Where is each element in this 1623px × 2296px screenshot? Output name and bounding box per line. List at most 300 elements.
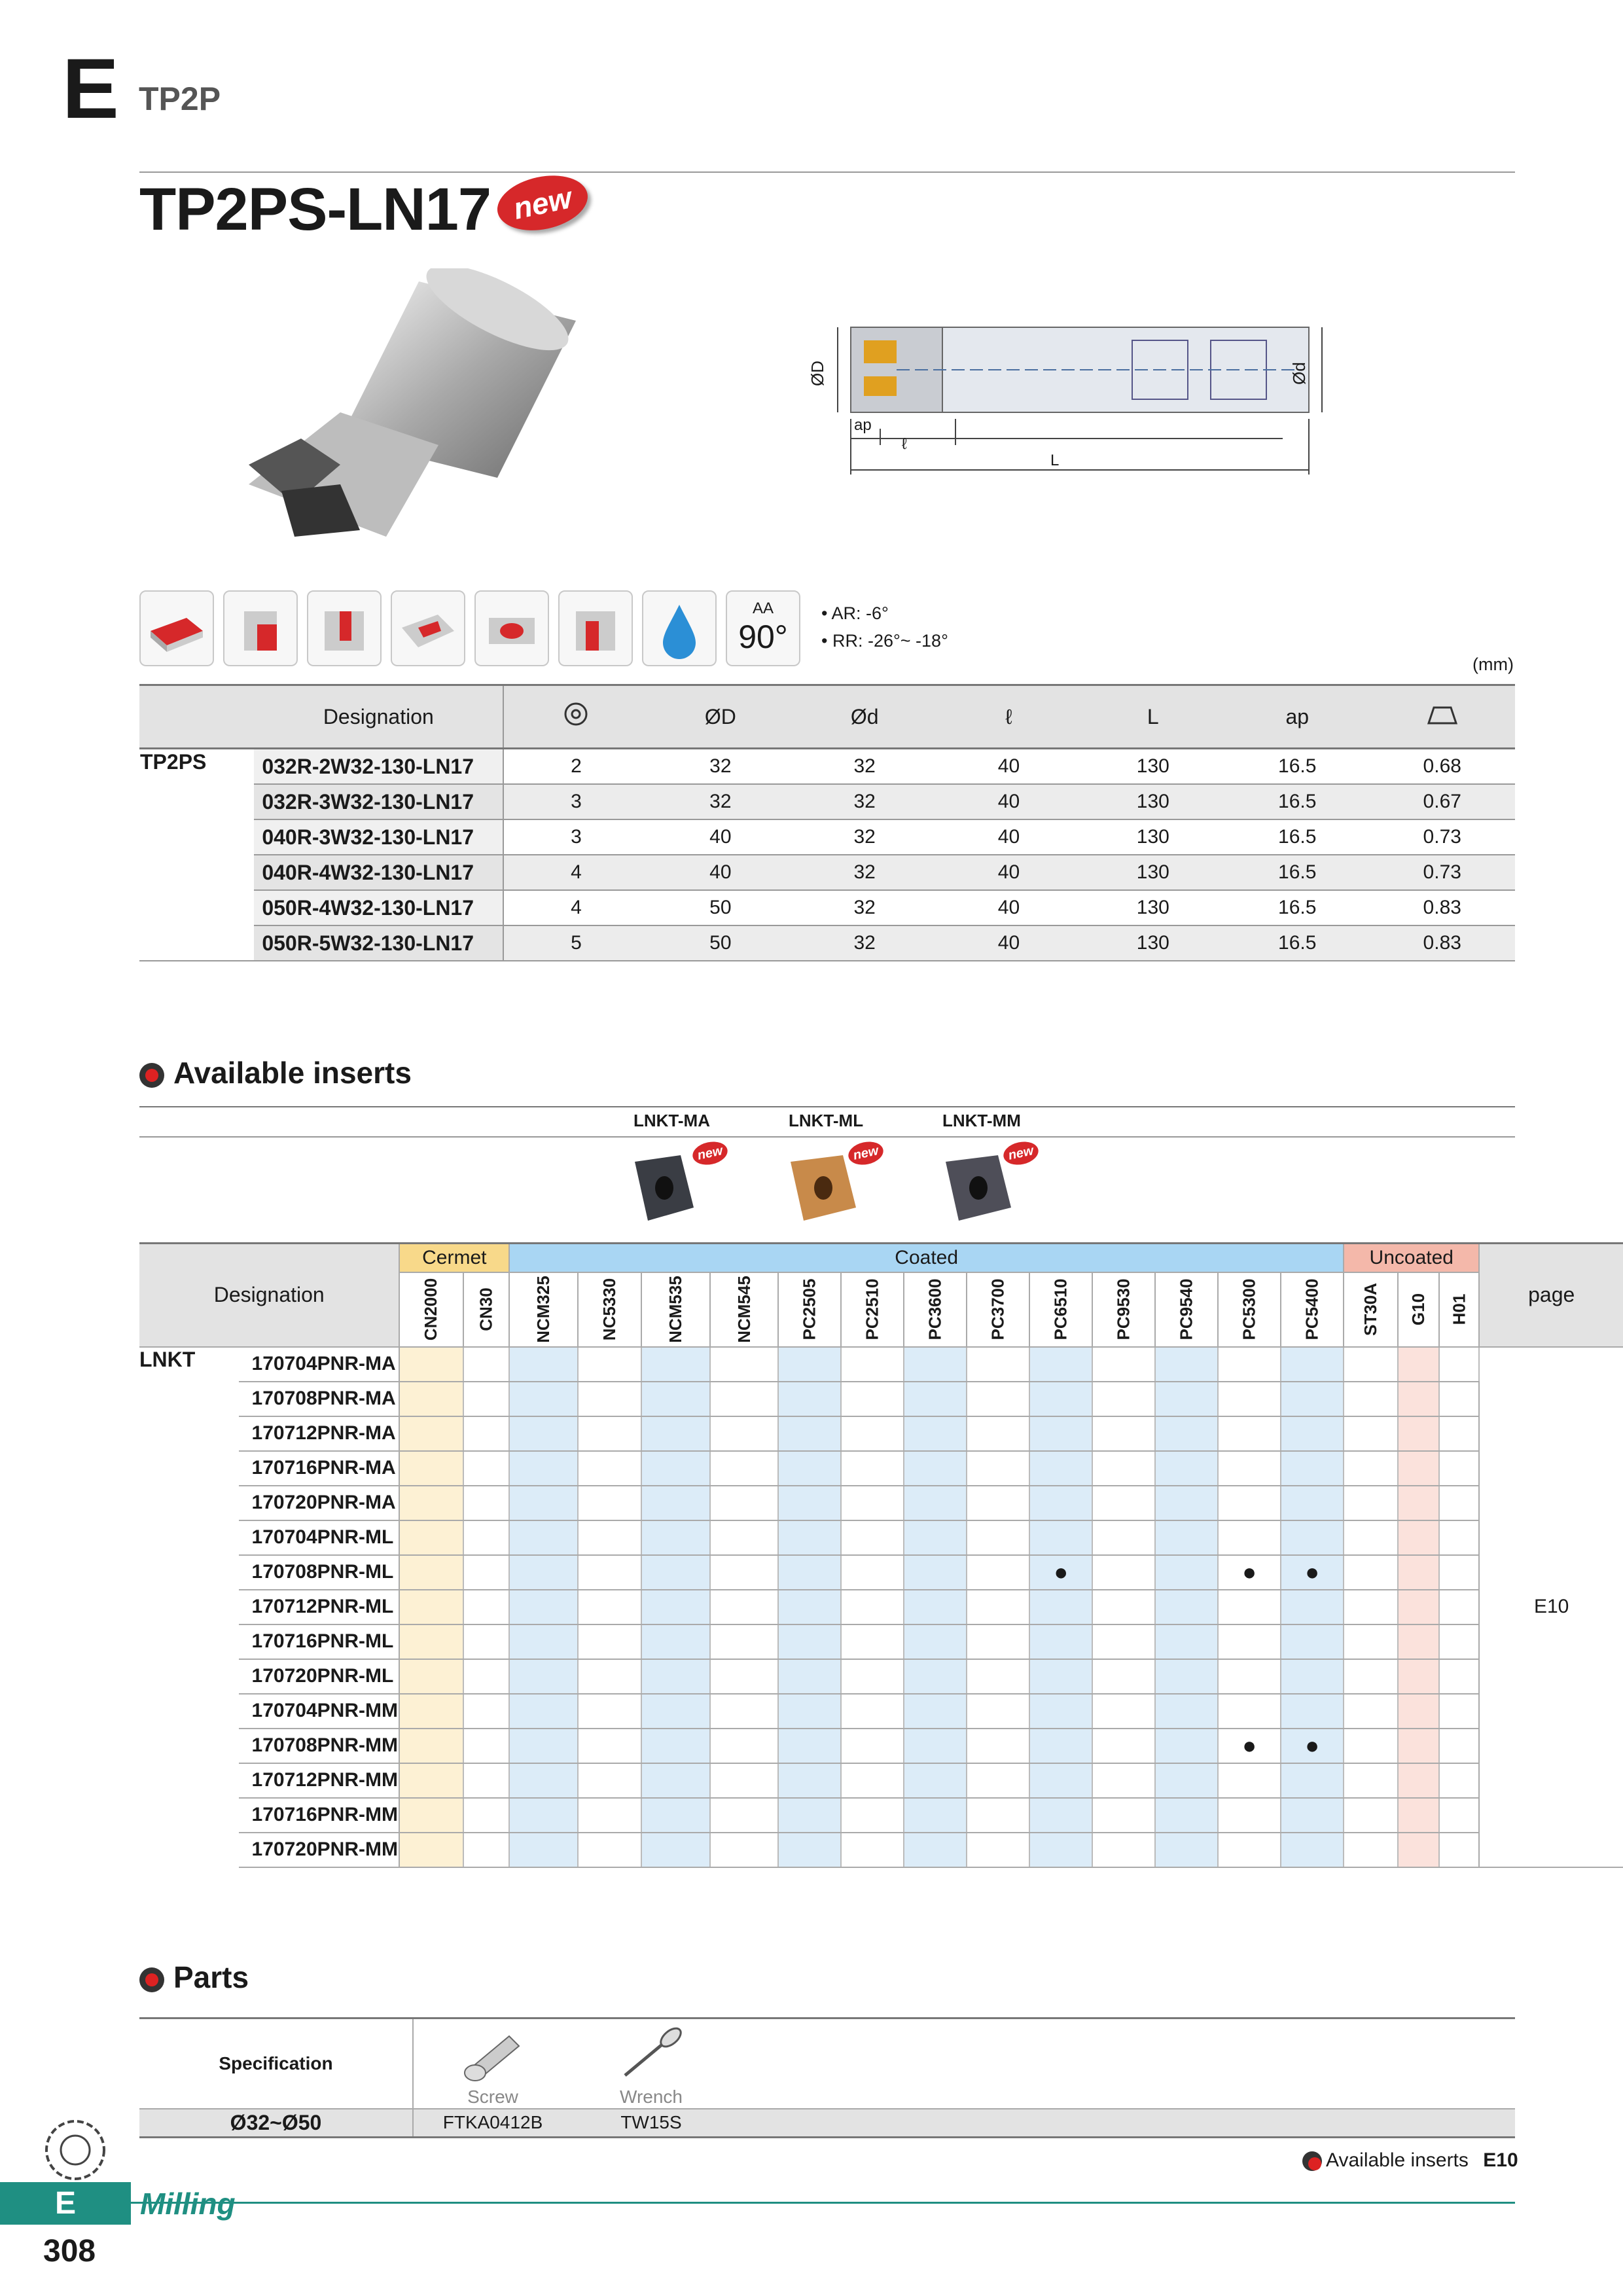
table-row [139,1833,1623,1867]
availability-cell [1439,1798,1480,1833]
availability-cell [841,1347,904,1382]
availability-cell [399,1382,463,1416]
availability-cell [509,1555,578,1590]
insert-series-cell [139,1659,239,1694]
tool-photo [223,268,589,556]
section-name: TP2P [139,81,221,117]
availability-cell [1155,1729,1218,1763]
availability-cell [1398,1555,1439,1590]
grade-header [641,1272,710,1347]
availability-cell [509,1659,578,1694]
availability-cell [710,1694,779,1729]
coolant-icon [642,590,717,666]
new-badge-ml: new [846,1139,885,1168]
availability-cell [399,1451,463,1486]
table-row [139,819,1515,855]
parts-spacer-2 [730,2109,1515,2138]
availability-cell [1281,1659,1344,1694]
availability-cell [641,1347,710,1382]
cell-l: 40 [936,819,1080,855]
dim-smalld: Ød [1289,362,1309,385]
availability-cell [967,1763,1029,1798]
table-row [139,784,1515,819]
screw-label: Screw [467,2086,518,2107]
availability-cell [463,1347,509,1382]
cermet-group-header: Cermet [399,1244,509,1272]
grade-label: PC9530 [1113,1278,1133,1340]
cell-D: 50 [649,925,793,961]
grade-header [1218,1272,1281,1347]
availability-cell [1155,1520,1218,1555]
availability-cell [641,1486,710,1520]
availability-cell [399,1590,463,1624]
section-bullet-icon [139,1063,164,1088]
section-letter: E [62,41,119,136]
cell-designation: 032R-2W32-130-LN17 [254,749,503,785]
availability-cell [641,1798,710,1833]
insert-series-cell [139,1624,239,1659]
availability-cell [778,1382,841,1416]
available-dot-icon: ● [1242,1558,1257,1585]
availability-cell [1218,1382,1281,1416]
availability-cell [641,1694,710,1729]
cell-z: 2 [503,749,648,785]
grade-label: G10 [1408,1293,1428,1326]
cell-ap: 16.5 [1225,890,1369,925]
availability-cell [841,1555,904,1590]
insert-designation: 170704PNR-MM [239,1694,400,1729]
cell-z: 3 [503,784,648,819]
availability-cell [1398,1659,1439,1694]
plunging-icon [558,590,633,666]
availability-cell [1398,1520,1439,1555]
availability-cell [509,1416,578,1451]
dim-l: ℓ [902,435,907,453]
grade-label: H01 [1448,1293,1469,1325]
availability-cell [1029,1763,1092,1798]
grade-label: PC3600 [925,1278,945,1340]
grade-label: NCM535 [666,1276,686,1343]
milling-cutter-icon [39,2114,111,2186]
grade-header [399,1272,463,1347]
availability-cell [1439,1763,1480,1798]
availability-cell [509,1347,578,1382]
availability-cell [710,1729,779,1763]
availability-cell [1029,1555,1092,1590]
cell-designation: 040R-3W32-130-LN17 [254,819,503,855]
dim-L: L [1050,452,1060,469]
grade-header [1344,1272,1398,1347]
availability-cell [463,1694,509,1729]
insert-type-ma: LNKT-MA [633,1111,710,1130]
availability-cell [1398,1798,1439,1833]
availability-cell [967,1520,1029,1555]
availability-cell [1281,1416,1344,1451]
weight-header-icon [1369,685,1515,749]
availability-cell [1281,1694,1344,1729]
length-l-header: ℓ [936,685,1080,749]
availability-cell [1398,1624,1439,1659]
availability-cell [641,1520,710,1555]
availability-cell [578,1833,641,1867]
slotting-icon [307,590,382,666]
availability-cell [1155,1416,1218,1451]
availability-cell [578,1763,641,1798]
available-dot-icon: ● [1242,1732,1257,1759]
availability-cell [967,1798,1029,1833]
coated-group-header: Coated [509,1244,1344,1272]
cell-z: 3 [503,819,648,855]
availability-cell [1344,1555,1398,1590]
dim-bigD: ØD [808,361,827,386]
availability-cell [1398,1590,1439,1624]
cell-D: 50 [649,890,793,925]
availability-cell [710,1555,779,1590]
availability-cell [578,1555,641,1590]
availability-cell [1029,1416,1092,1451]
ref-text: Available inserts [1326,2149,1469,2171]
helical-interpolation-icon [474,590,549,666]
availability-cell [1029,1520,1092,1555]
availability-cell [578,1382,641,1416]
insert-series-cell [139,1729,239,1763]
availability-cell [1029,1382,1092,1416]
availability-cell [710,1520,779,1555]
grade-header [463,1272,509,1347]
availability-cell [1398,1833,1439,1867]
availability-cell [710,1590,779,1624]
availability-cell [1281,1451,1344,1486]
availability-cell [1092,1555,1155,1590]
table-row [139,1416,1623,1451]
insert-series-cell [139,1520,239,1555]
cell-l: 40 [936,749,1080,785]
availability-cell [967,1624,1029,1659]
availability-cell [1092,1763,1155,1798]
insert-series-cell [139,1798,239,1833]
availability-cell [509,1382,578,1416]
availability-cell [1218,1590,1281,1624]
availability-cell [1092,1416,1155,1451]
dimension-drawing [805,314,1329,484]
aa-label: AA [752,600,774,617]
screw-icon [457,2023,529,2082]
grade-label: CN30 [476,1287,496,1331]
availability-cell [399,1763,463,1798]
availability-cell [463,1555,509,1590]
tool-specs-table [139,684,1515,961]
parts-heading [139,1960,249,1995]
cell-d: 32 [793,925,936,961]
availability-cell [778,1729,841,1763]
availability-cell [1398,1486,1439,1520]
availability-cell [967,1347,1029,1382]
availability-cell [1439,1659,1480,1694]
availability-cell [904,1729,967,1763]
availability-cell [1439,1347,1480,1382]
availability-cell [904,1694,967,1729]
availability-cell [1092,1486,1155,1520]
cell-L: 130 [1081,890,1225,925]
availability-cell [1155,1590,1218,1624]
insert-series-cell [139,1590,239,1624]
insert-series-cell [139,1486,239,1520]
availability-cell [578,1520,641,1555]
availability-cell [1029,1729,1092,1763]
availability-cell [1029,1590,1092,1624]
grade-header [1092,1272,1155,1347]
availability-cell [778,1590,841,1624]
availability-cell [1029,1833,1092,1867]
availability-cell [1092,1798,1155,1833]
table-row [139,1520,1623,1555]
product-title: TP2PS-LN17 [139,176,491,243]
link-bullet-icon [1302,2151,1322,2171]
availability-cell [778,1416,841,1451]
cell-kg: 0.73 [1369,855,1515,890]
availability-cell [904,1798,967,1833]
availability-cell [841,1451,904,1486]
cell-l: 40 [936,890,1080,925]
table-row [139,1659,1623,1694]
cell-ap: 16.5 [1225,749,1369,785]
availability-cell [509,1763,578,1798]
grade-label: PC5400 [1302,1278,1322,1340]
availability-cell [509,1729,578,1763]
cell-l: 40 [936,784,1080,819]
cell-d: 32 [793,784,936,819]
availability-cell [904,1659,967,1694]
availability-cell [1281,1624,1344,1659]
availability-cell [1218,1763,1281,1798]
availability-cell [1398,1729,1439,1763]
cell-kg: 0.67 [1369,784,1515,819]
insert-designation: 170712PNR-MM [239,1763,400,1798]
cell-l: 40 [936,925,1080,961]
availability-cell [1439,1694,1480,1729]
insert-designation: 170720PNR-ML [239,1659,400,1694]
availability-cell [710,1486,779,1520]
inserts-divider-2 [139,1136,1515,1138]
availability-cell [1092,1382,1155,1416]
availability-cell [967,1590,1029,1624]
availability-cell [1281,1486,1344,1520]
availability-cell [967,1382,1029,1416]
availability-cell [641,1416,710,1451]
insert-designation: 170708PNR-MA [239,1382,400,1416]
category-label: Milling [140,2187,236,2221]
availability-cell [1344,1520,1398,1555]
availability-cell [1029,1486,1092,1520]
availability-cell [578,1416,641,1451]
availability-cell [778,1659,841,1694]
availability-cell [904,1833,967,1867]
availability-cell [778,1451,841,1486]
series-cell [139,819,254,855]
availability-cell [841,1798,904,1833]
availability-cell [399,1520,463,1555]
grade-label: ST30A [1361,1283,1381,1336]
table-row [139,855,1515,890]
available-inserts-link[interactable] [1302,2149,1518,2172]
table-row [139,1729,1623,1763]
availability-cell [463,1590,509,1624]
grade-header [841,1272,904,1347]
new-badge-label: new [492,168,593,238]
grade-label: NCM325 [533,1276,554,1343]
grade-label: PC2510 [862,1278,882,1340]
axial-rake: • AR: -6° [821,603,889,623]
availability-cell [463,1416,509,1451]
grade-label: PC3700 [988,1278,1008,1340]
availability-cell [509,1590,578,1624]
availability-cell [1092,1590,1155,1624]
radial-rake: • RR: -26°~ -18° [821,631,948,651]
availability-cell [399,1798,463,1833]
table-row [139,1798,1623,1833]
footer-line [131,2202,1515,2204]
availability-cell [509,1486,578,1520]
insert-designation: 170704PNR-MA [239,1347,400,1382]
insert-series-cell [139,1451,239,1486]
insert-series-cell [139,1763,239,1798]
cell-d: 32 [793,749,936,785]
page-header: page [1479,1244,1623,1347]
availability-cell [1344,1486,1398,1520]
shank-header: Ød [793,685,936,749]
availability-cell [641,1590,710,1624]
availability-cell [399,1694,463,1729]
teeth-header-icon [503,685,648,749]
availability-cell [904,1347,967,1382]
availability-cell [1218,1416,1281,1451]
availability-cell [1439,1555,1480,1590]
availability-cell [710,1347,779,1382]
cell-ap: 16.5 [1225,784,1369,819]
availability-cell [1344,1729,1398,1763]
availability-cell [1155,1555,1218,1590]
cell-L: 130 [1081,819,1225,855]
availability-cell [1398,1347,1439,1382]
availability-cell [904,1590,967,1624]
availability-cell [578,1798,641,1833]
availability-cell [1155,1694,1218,1729]
availability-cell [841,1729,904,1763]
availability-cell [1155,1763,1218,1798]
availability-cell [1092,1451,1155,1486]
availability-cell [1398,1763,1439,1798]
availability-cell [841,1590,904,1624]
cell-designation: 032R-3W32-130-LN17 [254,784,503,819]
availability-cell [710,1763,779,1798]
insert-series-cell [139,1694,239,1729]
wrench-header [572,2018,730,2109]
availability-cell [1092,1833,1155,1867]
cell-D: 40 [649,855,793,890]
cell-L: 130 [1081,784,1225,819]
availability-cell [1155,1486,1218,1520]
insert-series-cell [139,1555,239,1590]
availability-cell [1092,1624,1155,1659]
availability-cell [1281,1763,1344,1798]
series-cell: TP2PS [139,749,254,785]
availability-cell [967,1451,1029,1486]
insert-type-ml: LNKT-ML [789,1111,864,1130]
availability-cell [641,1833,710,1867]
table-row [139,1555,1623,1590]
insert-designation: 170712PNR-ML [239,1590,400,1624]
table-row [139,1486,1623,1520]
grade-label: CN2000 [421,1278,441,1341]
availability-cell [778,1555,841,1590]
availability-cell [904,1763,967,1798]
insert-designation: 170704PNR-ML [239,1520,400,1555]
parts-spacer [730,2018,1515,2109]
available-dot-icon: ● [1305,1732,1320,1759]
insert-type-mm: LNKT-MM [942,1111,1021,1130]
cell-kg: 0.68 [1369,749,1515,785]
availability-cell [1281,1729,1344,1763]
availability-cell [841,1659,904,1694]
available-dot-icon: ● [1305,1558,1320,1585]
availability-cell [1344,1833,1398,1867]
availability-cell [1029,1451,1092,1486]
cell-ap: 16.5 [1225,925,1369,961]
availability-cell [1344,1451,1398,1486]
availability-cell [463,1763,509,1798]
availability-cell [463,1382,509,1416]
availability-cell [399,1659,463,1694]
availability-cell [578,1486,641,1520]
availability-cell [1439,1833,1480,1867]
availability-cell [1281,1347,1344,1382]
new-badge [492,168,594,244]
availability-cell [1029,1798,1092,1833]
availability-cell [904,1382,967,1416]
availability-cell [463,1451,509,1486]
availability-cell [578,1451,641,1486]
availability-cell [1439,1416,1480,1451]
footer-tab: E [0,2182,131,2225]
insert-series-cell [139,1833,239,1867]
page-number: 308 [43,2234,96,2269]
grade-label: PC6510 [1050,1278,1071,1340]
screw-value: FTKA0412B [442,2112,543,2133]
availability-cell [710,1451,779,1486]
availability-cell [641,1659,710,1694]
availability-cell [641,1763,710,1798]
availability-cell [399,1416,463,1451]
availability-cell [1092,1729,1155,1763]
availability-cell [1281,1382,1344,1416]
availability-cell [1155,1624,1218,1659]
availability-cell [967,1729,1029,1763]
section-bullet-icon [139,1967,164,1992]
availability-cell [509,1624,578,1659]
grade-header [710,1272,779,1347]
availability-cell [641,1555,710,1590]
series-cell [139,925,254,961]
cell-l: 40 [936,855,1080,890]
grade-header [1398,1272,1439,1347]
availability-cell [841,1833,904,1867]
spec-header: Specification [139,2018,413,2109]
availability-cell [1439,1590,1480,1624]
availability-cell [1218,1798,1281,1833]
face-milling-icon [139,590,214,666]
availability-cell [1439,1624,1480,1659]
availability-cell [841,1416,904,1451]
